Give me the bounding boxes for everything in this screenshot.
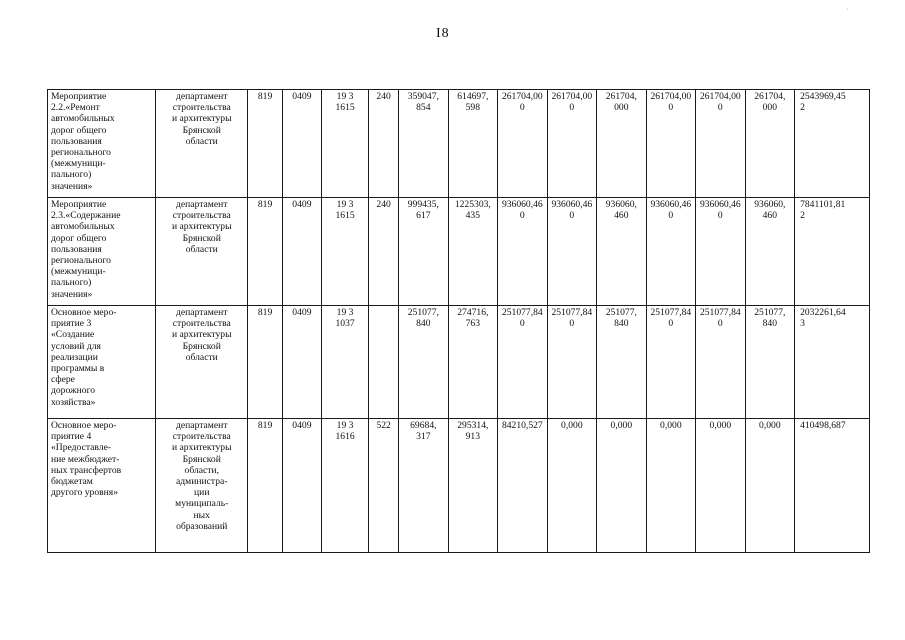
activity-name-cell: Мероприятие 2.2.«Ремонт автомобильных дорог общего пользования регионального (межмуници- пального) значения» — [48, 90, 156, 198]
budget-table — [47, 89, 870, 553]
total-cell: 2543969,45 2 — [795, 90, 870, 198]
razdel-cell: 0409 — [282, 419, 321, 553]
year-value-cell: 261704, 000 — [597, 90, 647, 198]
year-value-cell: 1225303, 435 — [448, 198, 498, 306]
year-value-cell: 936060,46 0 — [646, 198, 696, 306]
year-value-cell: 261704,00 0 — [498, 90, 548, 198]
year-value-cell: 261704,00 0 — [646, 90, 696, 198]
table-row — [48, 198, 870, 306]
year-value-cell: 0,000 — [597, 419, 647, 553]
year-value-cell: 251077,84 0 — [498, 306, 548, 419]
year-value-cell: 251077, 840 — [399, 306, 449, 419]
razdel-cell: 0409 — [282, 198, 321, 306]
year-value-cell: 936060,46 0 — [547, 198, 597, 306]
year-value-cell: 0,000 — [696, 419, 746, 553]
year-value-cell: 261704, 000 — [745, 90, 795, 198]
year-value-cell: 0,000 — [646, 419, 696, 553]
corner-mark: · — [846, 4, 849, 14]
year-value-cell: 274716, 763 — [448, 306, 498, 419]
year-value-cell: 251077,84 0 — [547, 306, 597, 419]
table-row — [48, 419, 870, 553]
year-value-cell: 251077,84 0 — [646, 306, 696, 419]
expense-type-cell: 522 — [369, 419, 399, 553]
total-cell: 410498,687 — [795, 419, 870, 553]
activity-name-cell: Мероприятие 2.3.«Содержание автомобильных дорог общего пользования регионального (межмуници- пального) значения» — [48, 198, 156, 306]
department-cell: департамент строительства и архитектуры Брянской области, администра- ции муниципаль- ных образований — [156, 419, 248, 553]
target-article-cell: 19 3 1616 — [321, 419, 368, 553]
table-row — [48, 90, 870, 198]
activity-name-cell: Основное меро- приятие 4 «Предоставле- ние межбюджет- ных трансфертов бюджетам другого уровня» — [48, 419, 156, 553]
department-cell: департамент строительства и архитектуры Брянской области — [156, 90, 248, 198]
year-value-cell: 999435, 617 — [399, 198, 449, 306]
target-article-cell: 19 3 1615 — [321, 90, 368, 198]
expense-type-cell: 240 — [369, 90, 399, 198]
year-value-cell: 251077, 840 — [745, 306, 795, 419]
glava-cell: 819 — [248, 90, 283, 198]
table-row — [48, 306, 870, 419]
year-value-cell: 936060,46 0 — [498, 198, 548, 306]
year-value-cell: 84210,527 — [498, 419, 548, 553]
target-article-cell: 19 3 1037 — [321, 306, 368, 419]
expense-type-cell: 240 — [369, 198, 399, 306]
year-value-cell: 261704,00 0 — [547, 90, 597, 198]
page-number: I8 — [436, 26, 450, 41]
activity-name-cell: Основное меро- приятие 3 «Создание условий для реализации программы в сфере дорожного хозяйства» — [48, 306, 156, 419]
year-value-cell: 261704,00 0 — [696, 90, 746, 198]
glava-cell: 819 — [248, 306, 283, 419]
glava-cell: 819 — [248, 419, 283, 553]
year-value-cell: 69684, 317 — [399, 419, 449, 553]
razdel-cell: 0409 — [282, 306, 321, 419]
target-article-cell: 19 3 1615 — [321, 198, 368, 306]
year-value-cell: 359047, 854 — [399, 90, 449, 198]
year-value-cell: 0,000 — [547, 419, 597, 553]
razdel-cell: 0409 — [282, 90, 321, 198]
total-cell: 2032261,64 3 — [795, 306, 870, 419]
year-value-cell: 0,000 — [745, 419, 795, 553]
year-value-cell: 295314, 913 — [448, 419, 498, 553]
year-value-cell: 251077,84 0 — [696, 306, 746, 419]
expense-type-cell — [369, 306, 399, 419]
year-value-cell: 936060,46 0 — [696, 198, 746, 306]
total-cell: 7841101,81 2 — [795, 198, 870, 306]
department-cell: департамент строительства и архитектуры Брянской области — [156, 198, 248, 306]
glava-cell: 819 — [248, 198, 283, 306]
department-cell: департамент строительства и архитектуры Брянской области — [156, 306, 248, 419]
year-value-cell: 936060, 460 — [597, 198, 647, 306]
year-value-cell: 936060, 460 — [745, 198, 795, 306]
year-value-cell: 251077, 840 — [597, 306, 647, 419]
year-value-cell: 614697, 598 — [448, 90, 498, 198]
